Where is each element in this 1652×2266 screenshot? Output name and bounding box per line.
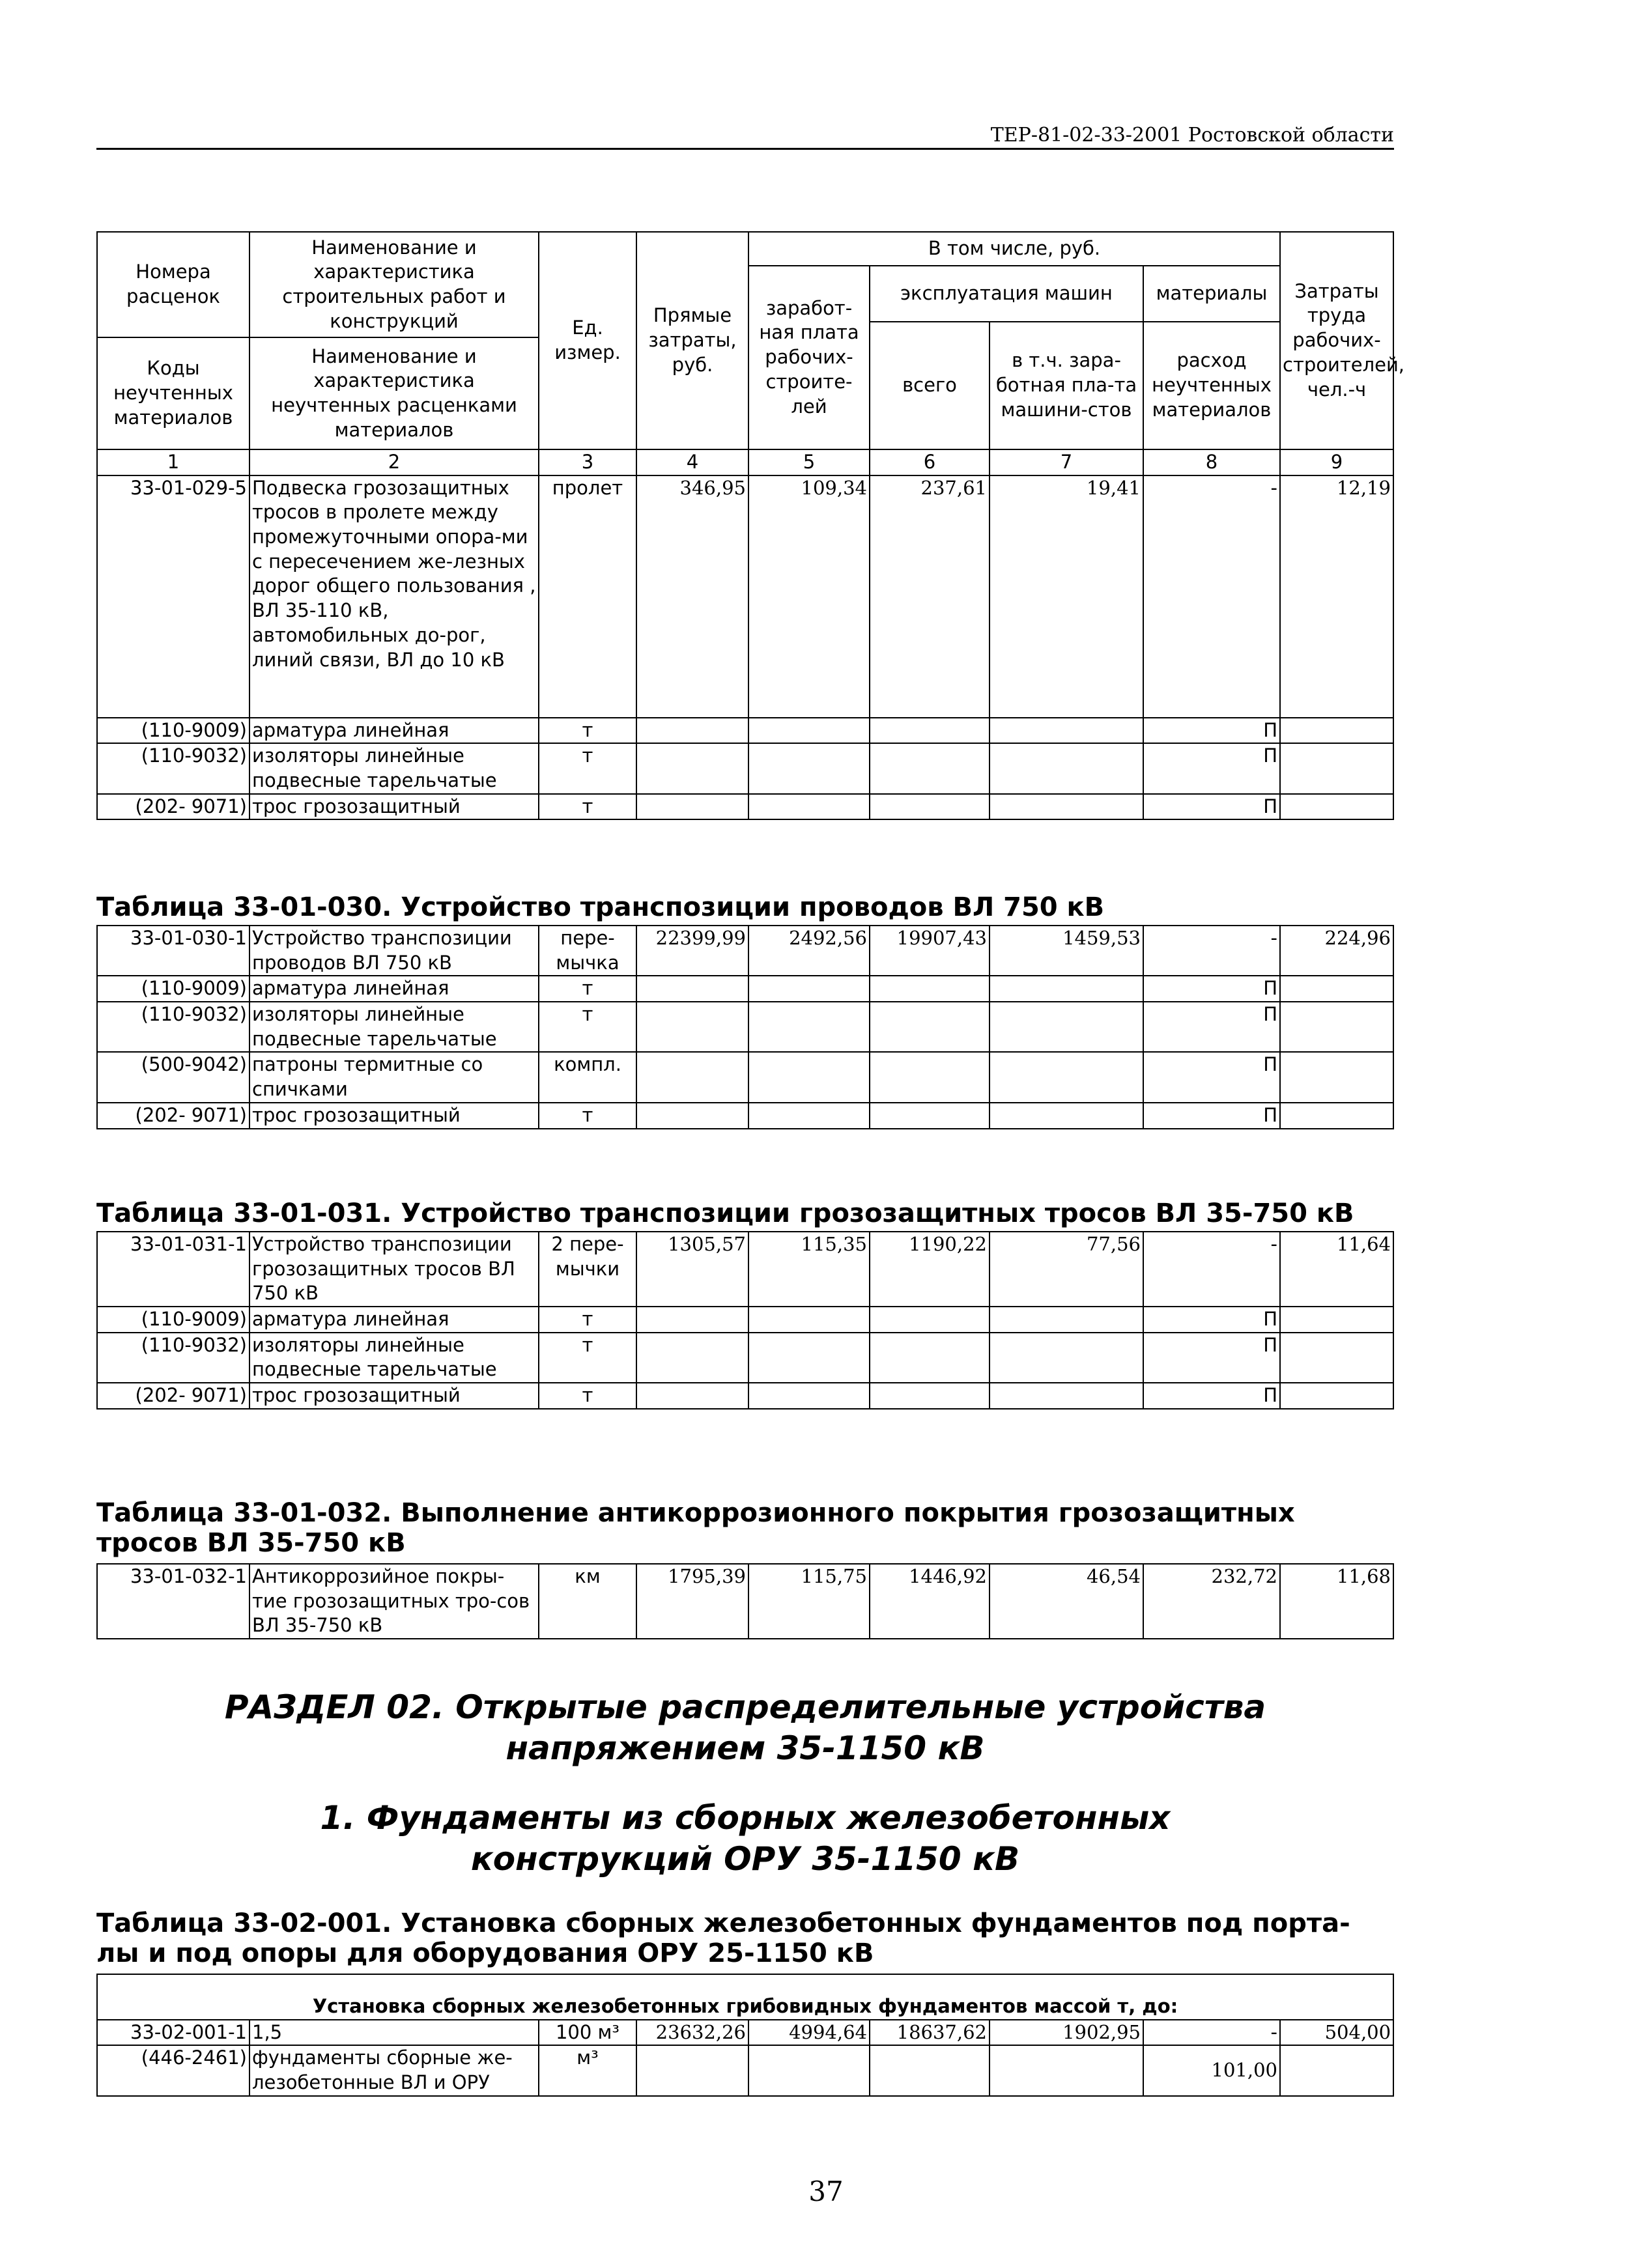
material-code: (110-9032) xyxy=(97,1002,249,1052)
material-flag: П xyxy=(1143,743,1280,793)
material-row xyxy=(97,2045,1393,2095)
material-flag: П xyxy=(1143,794,1280,820)
material-unit: т xyxy=(539,794,636,820)
work-name: Устройство транспозиции грозозащитных тросов ВЛ 750 кВ xyxy=(249,1232,539,1307)
rate-code: 33-01-029-5 xyxy=(97,475,249,718)
col-labor-header: Затраты труда рабочих-строителей, чел.-ч xyxy=(1280,232,1393,449)
col-num: 2 xyxy=(249,449,539,475)
machines-total: 19907,43 xyxy=(870,926,990,976)
section-subtitle: 1. Фундаменты из сборных железобетонных конструкций ОРУ 35-1150 кВ xyxy=(320,1799,1171,1878)
machines-total: 1446,92 xyxy=(870,1564,990,1639)
table-031 xyxy=(96,1231,1394,1409)
material-code: (110-9009) xyxy=(97,1307,249,1333)
material-name: изоляторы линейные подвесные тарельчатые xyxy=(249,1333,539,1383)
machines-wage: 1902,95 xyxy=(990,2020,1143,2046)
rate-code: 33-01-031-1 xyxy=(97,1232,249,1307)
material-name: трос грозозащитный xyxy=(249,794,539,820)
labor: 504,00 xyxy=(1280,2020,1393,2046)
machines-total: 18637,62 xyxy=(870,2020,990,2046)
materials-cost: - xyxy=(1143,2020,1280,2046)
material-row xyxy=(97,1383,1393,1409)
col-material-codes-header: Коды неучтенных материалов xyxy=(97,337,249,449)
labor: 11,64 xyxy=(1280,1232,1393,1307)
main-price-table xyxy=(96,231,1405,820)
material-row xyxy=(97,1052,1393,1102)
col-num: 4 xyxy=(636,449,748,475)
material-name: фундаменты сборные же-лезобетонные ВЛ и ОРУ xyxy=(249,2045,539,2095)
material-row xyxy=(97,743,1393,793)
col-num: 7 xyxy=(990,449,1143,475)
material-flag: П xyxy=(1143,1333,1280,1383)
material-code: (500-9042) xyxy=(97,1052,249,1102)
unit: 2 пере-мычки xyxy=(539,1232,636,1307)
table-031-title: Таблица 33-01-031. Устройство транспозиции грозозащитных тросов ВЛ 35-750 кВ xyxy=(96,1198,1354,1228)
material-flag: П xyxy=(1143,1103,1280,1129)
material-flag: П xyxy=(1143,1002,1280,1052)
work-name: Устройство транспозиции проводов ВЛ 750 кВ xyxy=(249,926,539,976)
document-header: ТЕР-81-02-33-2001 Ростовской области xyxy=(96,124,1394,150)
material-code: (202- 9071) xyxy=(97,1103,249,1129)
material-code: (110-9032) xyxy=(97,1333,249,1383)
col-materials-consumption-header: расход неучтенных материалов xyxy=(1143,322,1280,449)
direct-cost: 346,95 xyxy=(636,475,748,718)
material-name: изоляторы линейные подвесные тарельчатые xyxy=(249,1002,539,1052)
col-num: 3 xyxy=(539,449,636,475)
material-name: арматура линейная xyxy=(249,976,539,1002)
table-030-title: Таблица 33-01-030. Устройство транспозиции проводов ВЛ 750 кВ xyxy=(96,892,1105,922)
work-name: Подвеска грозозащитных тросов в пролете между промежуточными опора-ми с пересечением же-лезных дорог общего пользования , ВЛ 35-110 кВ, автомобильных до-рог, линий связи, ВЛ до 10 кВ xyxy=(249,475,539,718)
wage: 115,35 xyxy=(748,1232,870,1307)
table-row xyxy=(97,475,1393,718)
materials-cost: - xyxy=(1143,475,1280,718)
material-code: (202- 9071) xyxy=(97,794,249,820)
wage: 2492,56 xyxy=(748,926,870,976)
machines-wage: 46,54 xyxy=(990,1564,1143,1639)
material-code: (110-9009) xyxy=(97,976,249,1002)
material-unit: т xyxy=(539,1002,636,1052)
materials-cost: - xyxy=(1143,1232,1280,1307)
col-num: 1 xyxy=(97,449,249,475)
labor: 224,96 xyxy=(1280,926,1393,976)
unit: пере-мычка xyxy=(539,926,636,976)
col-machines-header: эксплуатация машин xyxy=(870,266,1143,322)
col-wage-header: заработ-ная плата рабочих-строите-лей xyxy=(748,266,870,449)
col-unit-header: Ед. измер. xyxy=(539,232,636,449)
table-032 xyxy=(96,1563,1394,1639)
material-flag: П xyxy=(1143,1052,1280,1102)
col-num: 5 xyxy=(748,449,870,475)
material-code: (110-9032) xyxy=(97,743,249,793)
material-name: арматура линейная xyxy=(249,718,539,744)
material-name: трос грозозащитный xyxy=(249,1103,539,1129)
col-num: 8 xyxy=(1143,449,1280,475)
material-row xyxy=(97,1307,1393,1333)
direct-cost: 1305,57 xyxy=(636,1232,748,1307)
col-rate-number-header: Номера расценок xyxy=(97,232,249,337)
material-code: (446-2461) xyxy=(97,2045,249,2095)
material-row xyxy=(97,794,1393,820)
machines-total: 237,61 xyxy=(870,475,990,718)
material-name: арматура линейная xyxy=(249,1307,539,1333)
material-code: (110-9009) xyxy=(97,718,249,744)
direct-cost: 1795,39 xyxy=(636,1564,748,1639)
rate-code: 33-02-001-1 xyxy=(97,2020,249,2046)
machines-wage: 77,56 xyxy=(990,1232,1143,1307)
unit: км xyxy=(539,1564,636,1639)
direct-cost: 23632,26 xyxy=(636,2020,748,2046)
work-name: Антикоррозийное покры-тие грозозащитных тро-сов ВЛ 35-750 кВ xyxy=(249,1564,539,1639)
material-code: (202- 9071) xyxy=(97,1383,249,1409)
materials-cost: - xyxy=(1143,926,1280,976)
material-flag: П xyxy=(1143,1307,1280,1333)
material-name: патроны термитные со спичками xyxy=(249,1052,539,1102)
col-group-header: В том числе, руб. xyxy=(748,232,1280,266)
material-name: изоляторы линейные подвесные тарельчатые xyxy=(249,743,539,793)
material-row xyxy=(97,976,1393,1002)
material-unit: т xyxy=(539,718,636,744)
material-flag: П xyxy=(1143,1383,1280,1409)
machines-wage: 19,41 xyxy=(990,475,1143,718)
labor: 12,19 xyxy=(1280,475,1393,718)
direct-cost: 22399,99 xyxy=(636,926,748,976)
material-unit: т xyxy=(539,743,636,793)
table-row xyxy=(97,1564,1393,1639)
table-row xyxy=(97,1232,1393,1307)
table-row xyxy=(97,926,1393,976)
material-unit: м³ xyxy=(539,2045,636,2095)
material-unit: т xyxy=(539,1383,636,1409)
page-number: 37 xyxy=(808,2175,844,2207)
material-row xyxy=(97,718,1393,744)
material-amount: 101,00 xyxy=(1143,2045,1280,2095)
col-num: 6 xyxy=(870,449,990,475)
col-work-name-header: Наименование и характеристика строительных работ и конструкций xyxy=(249,232,539,337)
machines-wage: 1459,53 xyxy=(990,926,1143,976)
unit: пролет xyxy=(539,475,636,718)
col-materials-header: материалы xyxy=(1143,266,1280,322)
section-title: РАЗДЕЛ 02. Открытые распределительные устройства напряжением 35-1150 кВ xyxy=(224,1688,1266,1767)
table-032-title: Таблица 33-01-032. Выполнение антикоррозионного покрытия грозозащитных тросов ВЛ 35-750 кВ xyxy=(96,1498,1295,1558)
col-num: 9 xyxy=(1280,449,1393,475)
material-unit: т xyxy=(539,1307,636,1333)
material-unit: т xyxy=(539,976,636,1002)
table-2001-title: Таблица 33-02-001. Установка сборных железобетонных фундаментов под порта-лы и под опоры для оборудования ОРУ 25-1150 кВ xyxy=(96,1908,1350,1968)
material-flag: П xyxy=(1143,976,1280,1002)
col-machines-wage-header: в т.ч. зара-ботная пла-та машини-стов xyxy=(990,322,1143,449)
material-row xyxy=(97,1103,1393,1129)
col-direct-cost-header: Прямые затраты, руб. xyxy=(636,232,748,449)
work-name: 1,5 xyxy=(249,2020,539,2046)
wage: 4994,64 xyxy=(748,2020,870,2046)
column-number-row xyxy=(97,449,1393,475)
material-unit: т xyxy=(539,1333,636,1383)
materials-cost: 232,72 xyxy=(1143,1564,1280,1639)
material-unit: компл. xyxy=(539,1052,636,1102)
material-flag: П xyxy=(1143,718,1280,744)
material-name: трос грозозащитный xyxy=(249,1383,539,1409)
machines-total: 1190,22 xyxy=(870,1232,990,1307)
col-material-names-header: Наименование и характеристика неучтенных расценками материалов xyxy=(249,337,539,449)
labor: 11,68 xyxy=(1280,1564,1393,1639)
table-030 xyxy=(96,925,1394,1129)
table-row xyxy=(97,2020,1393,2046)
unit: 100 м³ xyxy=(539,2020,636,2046)
material-row xyxy=(97,1333,1393,1383)
group-heading: Установка сборных железобетонных грибовидных фундаментов массой т, до: xyxy=(97,1974,1393,2020)
material-unit: т xyxy=(539,1103,636,1129)
rate-code: 33-01-032-1 xyxy=(97,1564,249,1639)
table-2001 xyxy=(96,1974,1394,2097)
rate-code: 33-01-030-1 xyxy=(97,926,249,976)
col-machines-total-header: всего xyxy=(870,322,990,449)
wage: 109,34 xyxy=(748,475,870,718)
material-row xyxy=(97,1002,1393,1052)
wage: 115,75 xyxy=(748,1564,870,1639)
